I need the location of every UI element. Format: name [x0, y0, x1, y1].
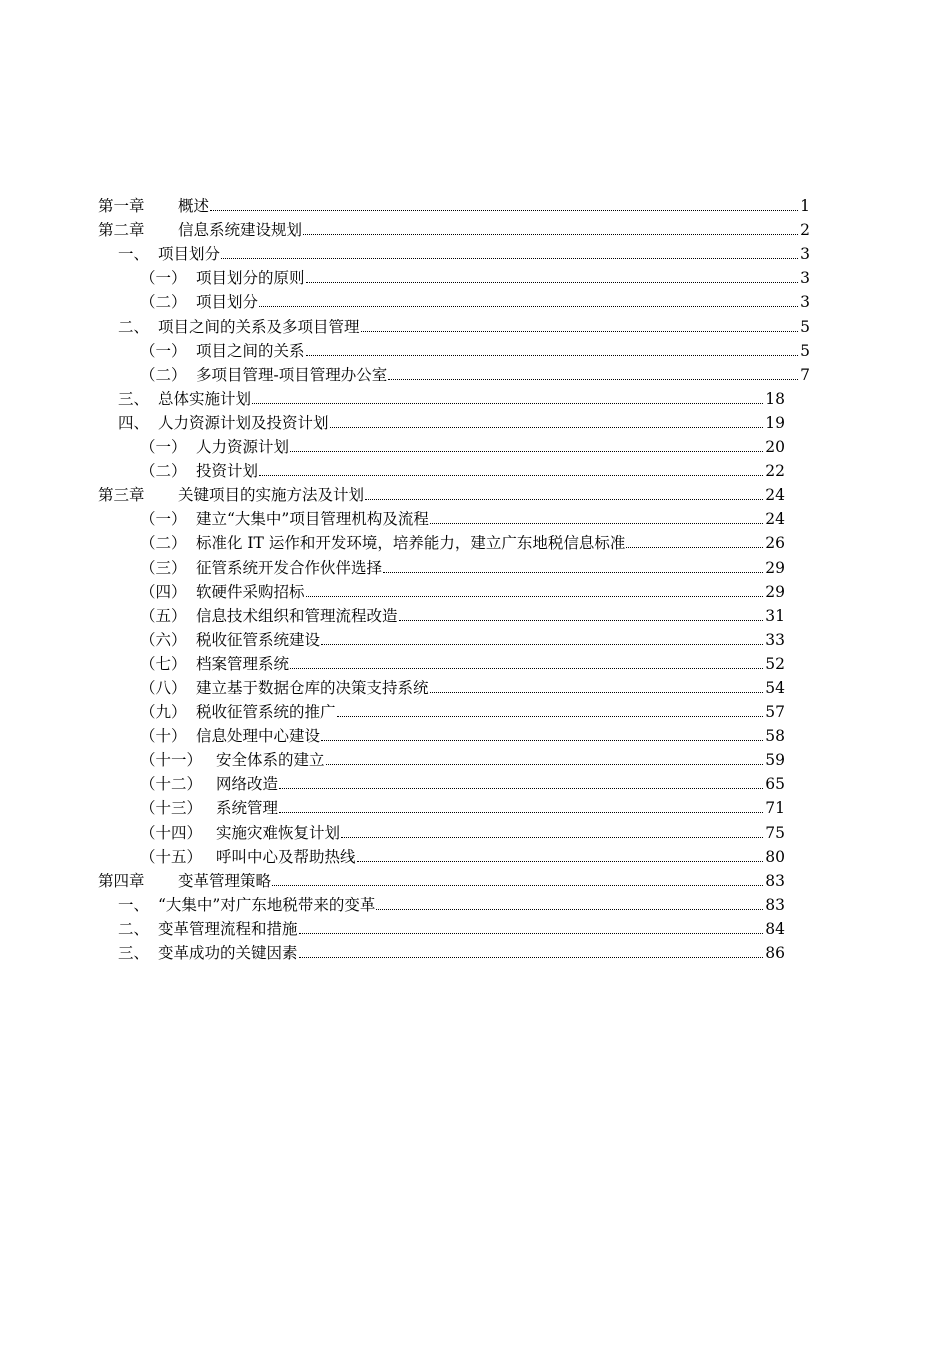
toc-entry-title: 项目划分 — [196, 293, 259, 312]
toc-entry-number: 第四章 — [98, 871, 145, 890]
toc-leader-dots — [259, 305, 798, 307]
toc-entry-title: 网络改造 — [216, 775, 279, 794]
toc-entry-title: 项目之间的关系及多项目管理 — [158, 317, 360, 336]
toc-entry-number: （一） — [140, 341, 187, 360]
toc-entry-page: 75 — [765, 823, 785, 842]
toc-entry[interactable] — [0, 649, 950, 673]
toc-entry-title: 关键项目的实施方法及计划 — [178, 486, 365, 505]
toc-entry-page: 18 — [765, 389, 785, 408]
toc-entry-title: 项目划分 — [158, 245, 221, 264]
toc-entry[interactable] — [0, 745, 950, 769]
toc-entry-page: 5 — [800, 341, 810, 360]
toc-entry-title: 变革管理流程和措施 — [158, 919, 298, 938]
toc-entry[interactable] — [0, 914, 950, 938]
toc-entry-page: 86 — [765, 944, 785, 962]
toc-entry-page: 20 — [765, 438, 785, 457]
toc-entry[interactable] — [0, 191, 950, 215]
toc-leader-dots — [279, 787, 763, 789]
toc-entry-number: （八） — [140, 678, 187, 697]
toc-entry[interactable] — [0, 239, 950, 263]
toc-entry[interactable] — [0, 625, 950, 649]
toc-entry-page: 33 — [765, 630, 785, 649]
toc-entry[interactable] — [0, 601, 950, 625]
toc-entry-page: 57 — [765, 703, 785, 722]
toc-leader-dots — [341, 836, 763, 838]
toc-leader-dots — [399, 619, 764, 621]
toc-entry-title: 标准化 IT 运作和开发环境，培养能力，建立广东地税信息标准 — [196, 534, 626, 553]
toc-entry-number: （十） — [140, 727, 187, 746]
toc-entry-number: 一、 — [118, 245, 150, 264]
toc-entry[interactable] — [0, 721, 950, 745]
toc-entry-page: 22 — [765, 462, 785, 481]
toc-leader-dots — [299, 956, 764, 958]
toc-entry-title: 软硬件采购招标 — [196, 582, 305, 601]
toc-entry[interactable] — [0, 336, 950, 360]
toc-entry-number: 二、 — [118, 919, 150, 938]
toc-entry-title: 信息处理中心建设 — [196, 727, 321, 746]
toc-entry-number: （三） — [140, 558, 187, 577]
toc-entry-number: （十三） — [140, 799, 203, 818]
toc-entry-page: 1 — [800, 197, 810, 216]
table-of-contents — [0, 191, 950, 962]
toc-entry-title: 变革管理策略 — [178, 871, 272, 890]
toc-entry-title: 安全体系的建立 — [216, 751, 325, 770]
toc-entry-page: 65 — [765, 775, 785, 794]
toc-entry-title: 多项目管理-项目管理办公室 — [196, 365, 388, 384]
toc-leader-dots — [376, 908, 763, 910]
toc-entry[interactable] — [0, 890, 950, 914]
toc-entry[interactable] — [0, 842, 950, 866]
toc-entry-page: 19 — [765, 413, 785, 432]
toc-entry-number: （一） — [140, 510, 187, 529]
toc-entry-number: （六） — [140, 630, 187, 649]
toc-entry[interactable] — [0, 673, 950, 697]
toc-entry-title: 投资计划 — [196, 462, 259, 481]
toc-leader-dots — [430, 691, 764, 693]
toc-entry-number: （二） — [140, 365, 187, 384]
toc-entry-number: 二、 — [118, 317, 150, 336]
toc-entry-number: （十四） — [140, 823, 203, 842]
toc-entry[interactable] — [0, 408, 950, 432]
toc-entry-page: 83 — [765, 895, 785, 914]
toc-entry-title: 项目之间的关系 — [196, 341, 305, 360]
toc-leader-dots — [388, 378, 798, 380]
toc-entry-title: 档案管理系统 — [196, 654, 290, 673]
toc-entry[interactable] — [0, 793, 950, 817]
toc-entry-page: 84 — [765, 919, 785, 938]
toc-entry-number: （一） — [140, 269, 187, 288]
toc-entry-page: 3 — [800, 269, 810, 288]
toc-entry-number: 四、 — [118, 413, 150, 432]
toc-leader-dots — [306, 354, 799, 356]
toc-entry[interactable] — [0, 360, 950, 384]
toc-entry[interactable] — [0, 866, 950, 890]
toc-entry-number: （九） — [140, 703, 187, 722]
toc-entry-page: 5 — [800, 317, 810, 336]
toc-leader-dots — [259, 474, 763, 476]
toc-entry-title: 信息技术组织和管理流程改造 — [196, 606, 398, 625]
toc-entry-number: 第二章 — [98, 221, 145, 240]
toc-entry-page: 80 — [765, 847, 785, 866]
toc-leader-dots — [361, 330, 799, 332]
toc-entry-title: 税收征管系统的推广 — [196, 703, 336, 722]
toc-leader-dots — [299, 932, 764, 934]
toc-leader-dots — [330, 426, 764, 428]
toc-entry-number: （二） — [140, 293, 187, 312]
toc-leader-dots — [279, 811, 763, 813]
toc-entry-title: 征管系统开发合作伙伴选择 — [196, 558, 383, 577]
toc-entry-number: 三、 — [118, 389, 150, 408]
toc-entry[interactable] — [0, 769, 950, 793]
toc-leader-dots — [210, 209, 798, 211]
toc-leader-dots — [365, 498, 763, 500]
toc-entry-number: （十五） — [140, 847, 203, 866]
toc-entry-number: （二） — [140, 534, 187, 553]
toc-entry[interactable] — [0, 528, 950, 552]
toc-leader-dots — [252, 402, 763, 404]
toc-entry-page: 83 — [765, 871, 785, 890]
toc-entry[interactable] — [0, 384, 950, 408]
toc-leader-dots — [430, 522, 763, 524]
toc-entry[interactable] — [0, 552, 950, 576]
toc-entry-page: 26 — [765, 534, 785, 553]
toc-leader-dots — [303, 233, 798, 235]
toc-leader-dots — [337, 715, 764, 717]
toc-entry[interactable] — [0, 215, 950, 239]
toc-entry-page: 29 — [765, 582, 785, 601]
toc-entry-title: 建立“大集中”项目管理机构及流程 — [196, 510, 429, 529]
toc-entry[interactable] — [0, 697, 950, 721]
toc-entry-number: （一） — [140, 438, 187, 457]
toc-entry-number: （十二） — [140, 775, 203, 794]
toc-entry-page: 58 — [765, 727, 785, 746]
toc-entry-page: 2 — [800, 221, 810, 240]
toc-entry[interactable] — [0, 817, 950, 841]
toc-leader-dots — [326, 763, 764, 765]
toc-entry[interactable] — [0, 263, 950, 287]
toc-leader-dots — [321, 739, 763, 741]
toc-entry[interactable] — [0, 287, 950, 311]
toc-entry-number: 第三章 — [98, 486, 145, 505]
toc-leader-dots — [290, 450, 763, 452]
toc-entry-page: 71 — [765, 799, 785, 818]
toc-entry-title: “大集中”对广东地税带来的变革 — [158, 895, 376, 914]
toc-entry-title: 人力资源计划 — [196, 438, 290, 457]
toc-entry-title: 项目划分的原则 — [196, 269, 305, 288]
toc-entry-page: 29 — [765, 558, 785, 577]
toc-entry-page: 54 — [765, 678, 785, 697]
toc-entry-number: （四） — [140, 582, 187, 601]
toc-leader-dots — [626, 546, 763, 548]
toc-entry-page: 24 — [765, 486, 785, 505]
toc-entry-number: （二） — [140, 462, 187, 481]
toc-entry-number: 三、 — [118, 944, 150, 962]
toc-leader-dots — [272, 884, 763, 886]
toc-entry[interactable] — [0, 938, 950, 962]
toc-entry-page: 3 — [800, 293, 810, 312]
toc-entry-title: 呼叫中心及帮助热线 — [216, 847, 356, 866]
toc-entry-title: 信息系统建设规划 — [178, 221, 303, 240]
toc-entry[interactable] — [0, 504, 950, 528]
toc-entry[interactable] — [0, 432, 950, 456]
toc-leader-dots — [357, 860, 764, 862]
toc-entry[interactable] — [0, 480, 950, 504]
toc-leader-dots — [306, 281, 799, 283]
toc-entry-title: 概述 — [178, 197, 210, 216]
toc-entry-number: 一、 — [118, 895, 150, 914]
toc-entry-page: 59 — [765, 751, 785, 770]
toc-entry-page: 52 — [765, 654, 785, 673]
toc-entry-page: 31 — [765, 606, 785, 625]
toc-entry-number: （七） — [140, 654, 187, 673]
toc-entry-title: 实施灾难恢复计划 — [216, 823, 341, 842]
toc-entry-number: （五） — [140, 606, 187, 625]
toc-entry-number: （十一） — [140, 751, 203, 770]
toc-entry-page: 3 — [800, 245, 810, 264]
toc-entry-page: 7 — [800, 365, 810, 384]
toc-leader-dots — [221, 257, 798, 259]
toc-leader-dots — [306, 595, 764, 597]
toc-leader-dots — [321, 643, 763, 645]
toc-leader-dots — [290, 667, 763, 669]
toc-entry-number: 第一章 — [98, 197, 145, 216]
toc-entry-page: 24 — [765, 510, 785, 529]
toc-entry-title: 税收征管系统建设 — [196, 630, 321, 649]
toc-entry[interactable] — [0, 311, 950, 335]
toc-entry-title: 总体实施计划 — [158, 389, 252, 408]
toc-entry-title: 系统管理 — [216, 799, 279, 818]
toc-entry[interactable] — [0, 456, 950, 480]
toc-leader-dots — [383, 571, 763, 573]
toc-entry-title: 人力资源计划及投资计划 — [158, 413, 329, 432]
toc-entry-title: 建立基于数据仓库的决策支持系统 — [196, 678, 429, 697]
toc-entry-title: 变革成功的关键因素 — [158, 944, 298, 962]
toc-entry[interactable] — [0, 577, 950, 601]
